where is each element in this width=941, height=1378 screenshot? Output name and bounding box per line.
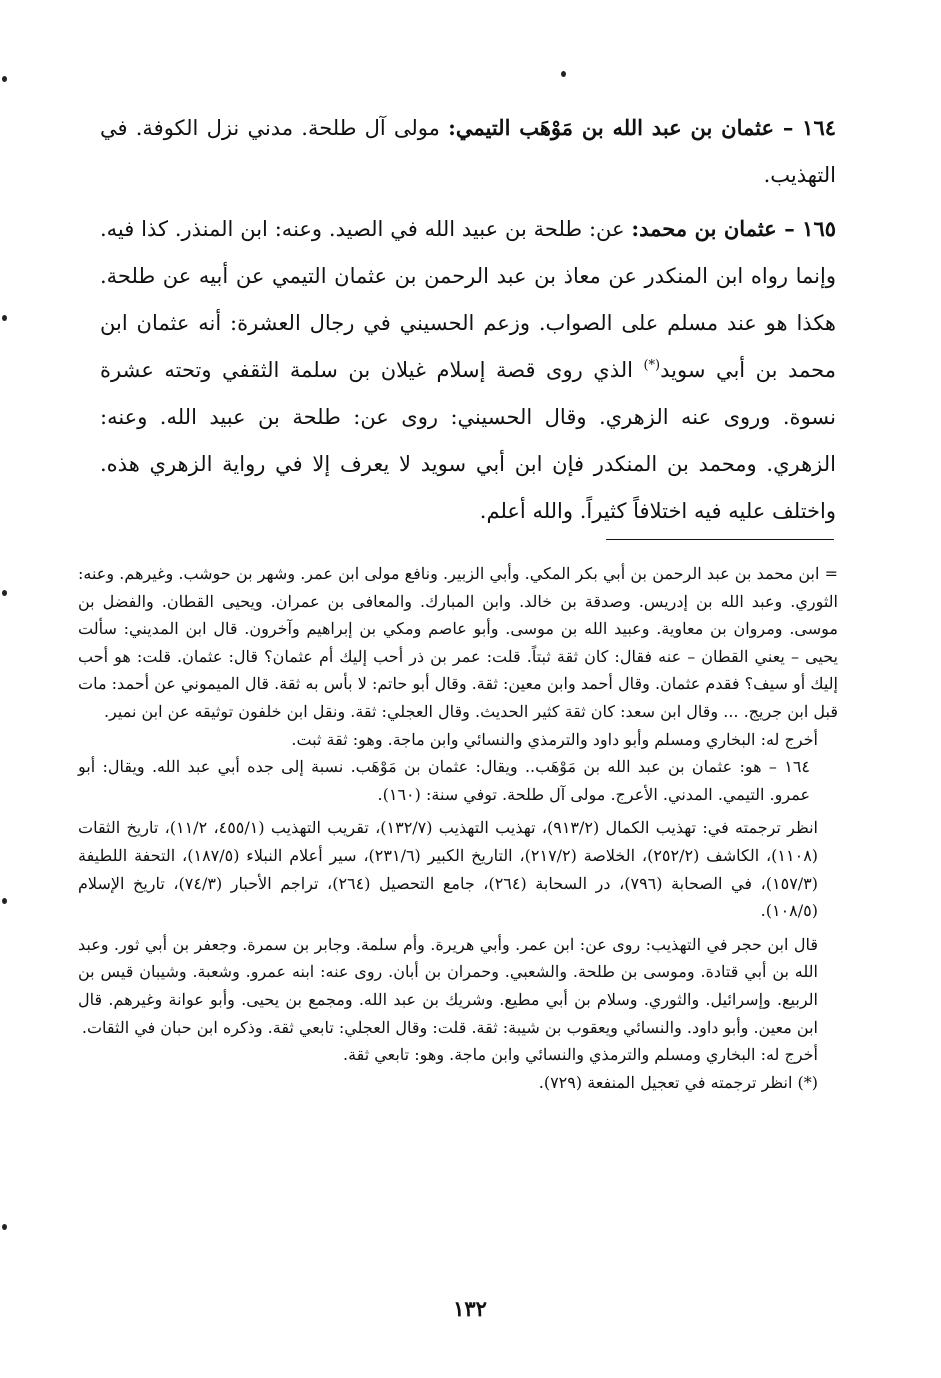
footnotes <box>78 560 838 1096</box>
footnote-star: (*) انظر ترجمته في تعجيل المنفعة (٧٢٩). <box>538 1072 818 1092</box>
footnote-164-ibn-hajar: قال ابن حجر في التهذيب: روى عن: ابن عمر. وأبي هريرة. وأم سلمة. وجابر بن سمرة. وجعفر بن أبي ثور. وعبد الله بن أبي قتادة. وموسى بن طلحة. والشعبي. وحمران بن أبان. روى عنه: ابنه عمرو. وشعبة. وشيبان قيس بن الربيع. وإسرائيل. والثوري. وسلام بن أبي مطيع. وشريك بن عبد الله. ومجمع بن يحيى. وأبو عوانة وغيرهم. قال ابن معين. وأبو داود. والنسائي ويعقوب بن شيبة: ثقة. قلت: وقال العجلي: تابعي ثقة. وذكره ابن حبان في الثقات. <box>78 934 818 1037</box>
margin-mark <box>2 76 7 82</box>
entry-165-heading: ١٦٥ – عثمان بن محمد: <box>631 216 837 241</box>
footnote-continuation: = ابن محمد بن عبد الرحمن بن أبي بكر المكي. وأبي الزبير. ونافع مولى ابن عمر. وشهر بن حوشب. وغيرهم. وعنه: الثوري. وعبد الله بن إدريس. وصدقة بن خالد. وابن المبارك. والمعافى بن عمران. ويحيى القطان. والفضل بن موسى. ومروان بن معاوية. وعبيد الله بن موسى. وأبو عاصم ومكي بن إبراهيم وآخرون. قال ابن المديني: سألت يحيى – يعني القطان – عنه فقال: كان ثقة ثبتاً. قلت: عمر بن ذر أحب إليك أم عثمان؟ قال: عثمان. قلت: هو أحب إليك أو سيف؟ فقدم عثمان. وقال أحمد وابن معين: ثقة. وقال أبو حاتم: لا بأس به ثقة. قال الميموني عن أحمد: مات قبل ابن جريج. ... وقال ابن سعد: كان ثقة كثير الحديث. وقال العجلي: ثقة. ونقل ابن خلفون توثيقه عن ابن نمير. <box>78 564 838 721</box>
entry-164-heading: ١٦٤ – عثمان بن عبد الله بن مَوْهَب التيمي: <box>448 115 837 140</box>
entry-165-body-part1: عن: طلحة بن عبيد الله في الصيد. وعنه: ابن المنذر. كذا فيه. وإنما رواه ابن المنكدر عن معاذ بن عبد الرحمن بن عثمان التيمي عن أبيه عن طلحة. هكذا هو عند مسلم على الصواب. وزعم الحسيني في رجال العشرة: أنه عثمان ابن محمد بن أبي سويد <box>100 217 836 382</box>
margin-mark-top <box>561 71 566 77</box>
entry-165 <box>100 205 836 535</box>
margin-mark <box>2 315 7 321</box>
footnote-164-references: انظر ترجمته في: تهذيب الكمال (٩١٣/٢)، تهذيب التهذيب (١٣٢/٧)، تقريب التهذيب (٤٥٥/١، ١١/٢)، تاريخ الثقات (١١٠٨)، الكاشف (٢٥٢/٢)، الخلاصة (٢١٧/٢)، التاريخ الكبير (٢٣١/٦)، سير أعلام النبلاء (١٨٧/٥)، التحفة اللطيفة (١٥٧/٣)، في الصحابة (٧٩٦)، در السحابة (٢٦٤)، جامع التحصيل (٢٦٤)، تراجم الأحبار (٧٤/٣)، تاريخ الإسلام (١٠٨/٥). <box>78 818 819 921</box>
footnote-continuation-akhraja: أخرج له: البخاري ومسلم وأبو داود والترمذي والنسائي وابن ماجة. وهو: ثقة ثبت. <box>291 729 818 749</box>
main-text <box>100 104 836 535</box>
margin-mark <box>2 1224 7 1230</box>
footnote-164-identity: ١٦٤ – هو: عثمان بن عبد الله بن مَوْهَب.. ويقال: عثمان بن مَوْهَب. نسبة إلى جده أبي عبد الله. ويقال: أبو عمرو. التيمي. المدني. الأعرج. مولى آل طلحة. توفي سنة: (١٦٠). <box>78 757 810 804</box>
footnote-marker-star: (*) <box>643 358 661 373</box>
margin-mark <box>2 590 7 596</box>
page-number: ١٣٢ <box>453 1296 487 1321</box>
entry-165-body-part2: الذي روى قصة إسلام غيلان بن سلمة الثقفي وتحته عشرة نسوة. وروى عنه الزهري. وقال الحسيني: روى عن: طلحة بن عبيد الله. وعنه: الزهري. ومحمد بن المنكدر فإن ابن أبي سويد لا يعرف إلا في رواية الزهري هذه. واختلف عليه فيه اختلافاً كثيراً. والله أعلم. <box>100 358 836 523</box>
footnote-separator <box>606 539 834 540</box>
entry-164 <box>100 104 836 199</box>
footnote-164-akhraja: أخرج له: البخاري ومسلم والترمذي والنسائي وابن ماجة. وهو: تابعي ثقة. <box>343 1045 818 1065</box>
margin-mark <box>2 898 7 904</box>
entry-164-body: مولى آل طلحة. مدني نزل الكوفة. في التهذيب. <box>100 116 836 187</box>
